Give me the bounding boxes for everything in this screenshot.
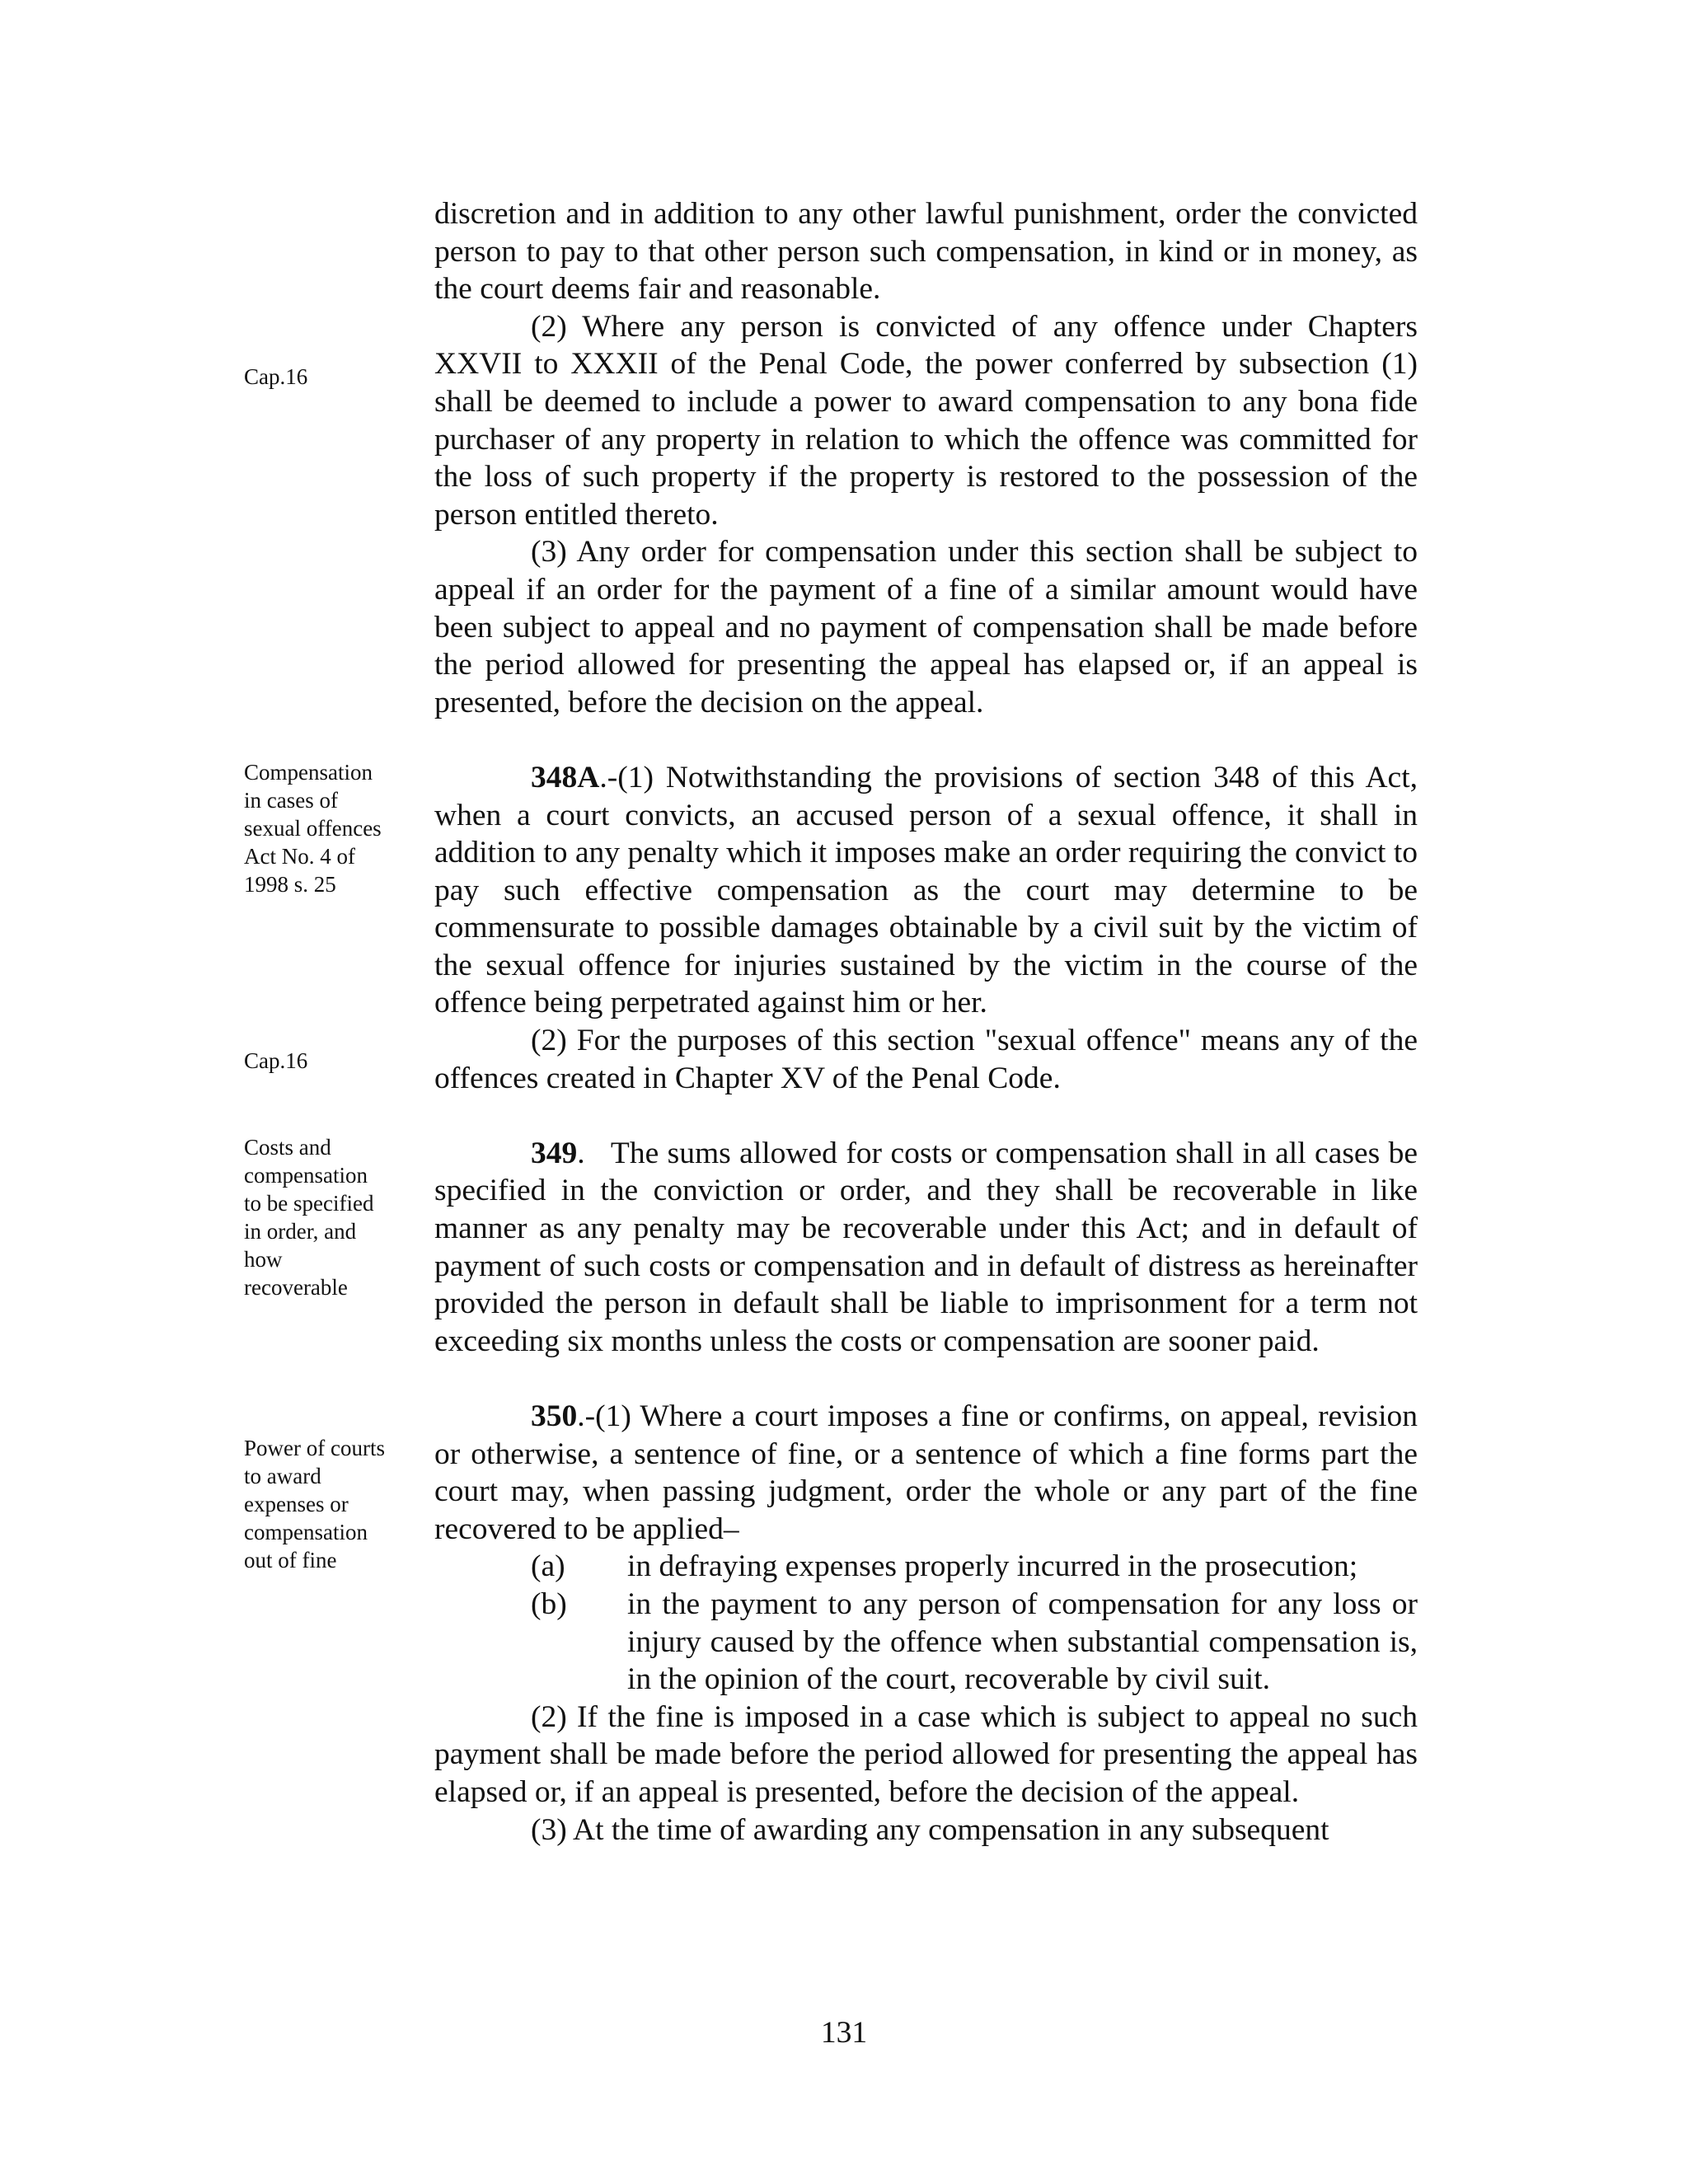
paragraph-continuation: discretion and in addition to any other lawful punishment, order the convicted person to pay to that other person such compensation, in kind or in money, as the court deems fair and reasonable. bbox=[434, 197, 1418, 307]
list-item-text: in defraying expenses properly incurred in the prosecution; bbox=[627, 1549, 1358, 1584]
section-348a-text: .-(1) Notwithstanding the provisions of section 348 of this Act, when a court convicts, an accused person of a sexual offence, it shall in addition to any penalty which it imposes make an order requiring the convict to pay such effective compensation as the court may determine to be commensurate to possible damages obtainable by a civil suit by the victim of the sexual offence for injuries sustained by the victim in the course of the offence being perpetrated against him or her. bbox=[434, 760, 1418, 1020]
margin-note-cap16-second: Cap.16 bbox=[244, 1048, 308, 1073]
margin-note-cap16-first: Cap.16 bbox=[244, 364, 308, 389]
page-number: 131 bbox=[820, 2016, 868, 2050]
list-item-text: in the payment to any person of compensation for any loss or injury caused by the offence when substantial compensation is, in the opinion of the court, recoverable by civil suit. bbox=[627, 1586, 1418, 1697]
section-spacer bbox=[434, 721, 1418, 759]
list-item-label: (a) bbox=[531, 1549, 565, 1584]
margin-note-compensation-sexual-offences: Compensation in cases of sexual offences Act No. 4 of 1998 s. 25 bbox=[244, 760, 382, 897]
section-348a-subsection-2: (2) For the purposes of this section "sexual offence" means any of the offences created in Chapter XV of the Penal Code. bbox=[434, 1024, 1418, 1095]
body-text bbox=[434, 195, 1418, 1849]
paragraph-subsection-3: (3) Any order for compensation under this section shall be subject to appeal if an order for the payment of a fine of a similar amount would have been subject to appeal and no payment of compensation shall be made before the period allowed for presenting the appeal has elapsed or, if an appeal is presented, before the decision on the appeal. bbox=[434, 535, 1418, 719]
section-350-text: .-(1) Where a court imposes a fine or confirms, on appeal, revision or otherwise, a sentence of fine, or a sentence of which a fine forms part the court may, when passing judgment, order the whole or any part of the fine recovered to be applied– bbox=[434, 1399, 1418, 1546]
list-item bbox=[434, 1586, 1418, 1699]
section-number-350: 350 bbox=[531, 1399, 578, 1433]
section-349-text: . The sums allowed for costs or compensation shall in all cases be specified in the conviction or order, and they shall be recoverable in like manner as any penalty may be recoverable under this Act; and in default of payment of such costs or compensation and in default of distress as hereinafter provided the person in default shall be liable to imprisonment for a term not exceeding six months unless the costs or compensation are sooner paid. bbox=[434, 1136, 1418, 1358]
margin-note-power-of-courts: Power of courts to award expenses or compensation out of fine bbox=[244, 1436, 385, 1572]
section-spacer bbox=[434, 1360, 1418, 1398]
list-item bbox=[434, 1548, 1418, 1586]
section-spacer bbox=[434, 1097, 1418, 1135]
section-number-349: 349 bbox=[531, 1136, 578, 1170]
paragraph-subsection-2: (2) Where any person is convicted of any offence under Chapters XXVII to XXXII of the Penal Code, the power conferred by subsection (1) shall be deemed to include a power to award compensation to any bona fide purchaser of any property in relation to which the offence was committed for the loss of such property if the property is restored to the possession of the person entitled thereto. bbox=[434, 309, 1418, 532]
section-350-subsection-3: (3) At the time of awarding any compensation in any subsequent bbox=[531, 1812, 1329, 1847]
section-349 bbox=[434, 1135, 1418, 1361]
margin-note-costs-compensation: Costs and compensation to be specified in order, and how recoverable bbox=[244, 1135, 374, 1300]
section-350 bbox=[434, 1398, 1418, 1548]
list-item-label: (b) bbox=[531, 1586, 567, 1621]
section-number-348a: 348A bbox=[531, 760, 600, 794]
section-350-subsection-2: (2) If the fine is imposed in a case which is subject to appeal no such payment shall be made before the period allowed for presenting the appeal has elapsed or, if an appeal is presented, before the decision of the appeal. bbox=[434, 1699, 1418, 1809]
section-348a bbox=[434, 759, 1418, 1022]
